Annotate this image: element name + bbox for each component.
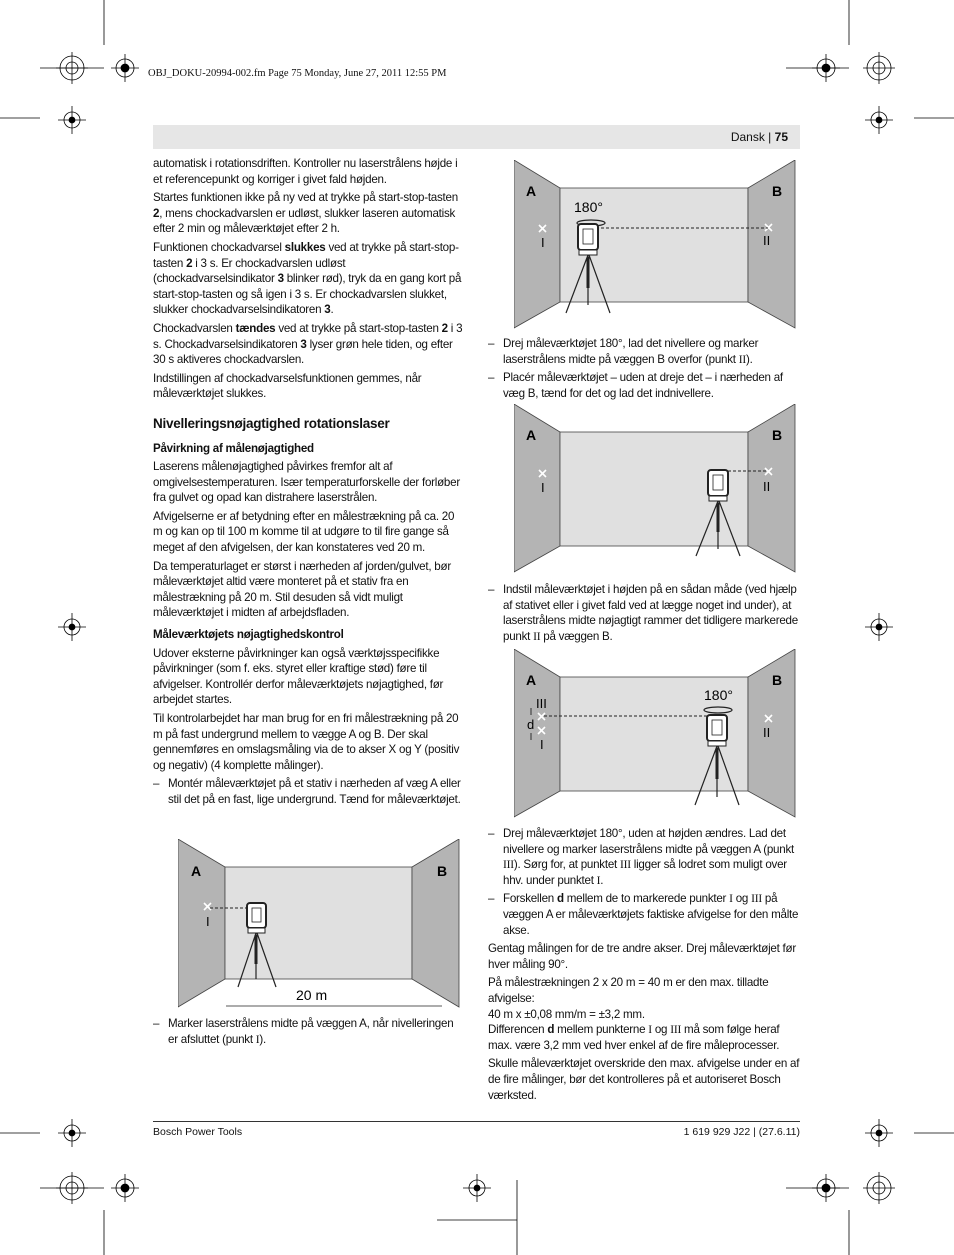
section-heading: Nivelleringsnøjagtighed rotationslaser — [153, 415, 390, 431]
list-item: – Drej måleværktøjet 180°, uden at højden ændres. Lad det nivellere og marker laserstrålens midte på væggen A (punkt III). Sørg for, at punktet III ligger så lodret som muligt over hhv. under punktet I. — [488, 827, 794, 887]
point-ii-label: II — [763, 479, 771, 494]
right-text-1 — [488, 336, 800, 404]
point-i-label: I — [541, 480, 545, 495]
paragraph: automatisk i rotationsdriften. Kontroller nu laserstrålens højde i et referencepunkt og korriger i givet fald højden. — [153, 157, 458, 186]
list-item: – Indstil måleværktøjet i højden på en sådan måde (ved hjælp af stativet eller i givet fald ved at lægge noget ind under), at laserstrålens midte nøjagtigt rammer det tidligere markerede punkt II på væggen B. — [488, 583, 798, 643]
point-i-label: I — [540, 737, 544, 752]
figure-3 — [514, 404, 798, 576]
list-item: – Placér måleværktøjet – uden at dreje det – i nærheden af væg B, tænd for det og lad det indnivellere. — [488, 371, 783, 400]
header-label — [731, 130, 788, 144]
paragraph: 40 m x ±0,08 mm/m = ±3,2 mm. — [488, 1007, 645, 1021]
right-text-3 — [488, 826, 800, 1106]
figure-1-caption — [153, 1016, 465, 1050]
header-separator: | — [764, 130, 775, 144]
wall-b-label: B — [772, 183, 783, 199]
rotation-label: 180° — [574, 199, 603, 215]
subsection-heading: Måleværktøjets nøjagtighedskontrol — [153, 628, 344, 642]
page-number: 75 — [774, 130, 788, 144]
paragraph: Indstillingen af chockadvarselsfunktionen gemmes, når måleværktøjet slukkes. — [153, 371, 422, 401]
paragraph: Chockadvarslen tændes ved at trykke på start-stop-tasten 2 i 3 s. Chockadvarselsindikatoren 3 lyser grøn hele tiden, og efter 30 s aktiveres chockadvarslen. — [153, 321, 463, 367]
point-ii-label: II — [763, 233, 771, 248]
wall-a-label: A — [191, 863, 202, 879]
page-header — [153, 125, 800, 149]
list-item: – Drej måleværktøjet 180°, lad det nivellere og marker laserstrålens midte på væggen B overfor (punkt II). — [488, 337, 759, 366]
wall-b-label: B — [772, 672, 783, 688]
figure-4 — [514, 649, 798, 821]
wall-a-label: A — [526, 427, 537, 443]
rotation-label: 180° — [704, 687, 733, 703]
footer-docnumber: 1 619 929 J22 | (27.6.11) — [683, 1126, 800, 1138]
point-i-label: I — [541, 235, 545, 250]
wall-b-label: B — [772, 427, 783, 443]
left-column — [153, 156, 465, 811]
paragraph: Skulle måleværktøjet overskride den max. afvigelse under en af de fire målinger, bør det kontrolleres på et autoriseret Bosch værksted. — [488, 1057, 800, 1102]
point-ii-label: II — [763, 725, 771, 740]
point-i-label: I — [206, 914, 210, 929]
wall-a-label: A — [526, 672, 537, 688]
paragraph: Til kontrolarbejdet har man brug for en fri målestrækning på 20 m på fast undergrund mellem to vægge A og B. Der skal gennemføres en omslagsmåling via de to akser X og Y (positiv og negativ) (4 komplette målinger). — [153, 712, 460, 772]
wall-a-label: A — [526, 183, 537, 199]
paragraph: Laserens målenøjagtighed påvirkes fremfor alt af omgivelsestemperaturen. Især temperaturforskelle der forløber fra gulvet og opad kan distrahere laserstrålen. — [153, 460, 460, 505]
file-slug: OBJ_DOKU-20994-002.fm Page 75 Monday, June 27, 2011 12:55 PM — [148, 68, 447, 79]
list-item: – Marker laserstrålens midte på væggen A, når nivelleringen er afsluttet (punkt I). — [153, 1017, 454, 1046]
figure-2 — [514, 160, 798, 332]
distance-label: 20 m — [296, 987, 328, 1003]
header-language: Dansk — [730, 130, 765, 144]
paragraph: Udover eksterne påvirkninger kan også værktøjsspecifikke påvirkninger (som f. eks. styret eller kraftige stød) føre til afvigelser. Kontrollér derfor måleværktøjets nøjagtighed, før arbejdet startes. — [153, 646, 444, 707]
footer-publisher: Bosch Power Tools — [153, 1126, 243, 1138]
paragraph: Da temperaturlaget er størst i nærheden af jorden/gulvet, bør måleværktøjet altid være monteret på et stativ fra en målestrækning på 20 m. Stil desuden så vidt muligt måleværktøjet i midten af arbejdsfladen. — [153, 559, 451, 620]
list-item: – Forskellen d mellem de to markerede punkter I og III på væggen A er måleværktøjets faktiske afvigelse for den målte akse. — [488, 892, 799, 937]
figure-1 — [178, 839, 462, 1011]
paragraph: Afvigelserne er af betydning efter en målestrækning på ca. 20 m og kan op til 100 m komme til at udgøre to til fire gange så meget af den afvigelsen, der kan konstateres ved 20 m. — [153, 509, 455, 555]
wall-b-label: B — [437, 863, 448, 879]
subsection-heading: Påvirkning af målenøjagtighed — [153, 441, 314, 455]
paragraph: Differencen d mellem punkterne I og III må som følge heraf max. være 3,2 mm ved hver enkel af de fire måleprocesser. — [488, 1023, 780, 1052]
paragraph: Startes funktionen ikke på ny ved at trykke på start-stop-tasten 2, mens chockadvarslen er udløst, slukker laseren automatisk efter 2 min og måleværktøjet efter 2 h. — [153, 191, 458, 236]
paragraph: Gentag målingen for de tre andre akser. Drej måleværktøjet før hver måling 90°. — [488, 942, 796, 971]
paragraph: På målestrækningen 2 x 20 m = 40 m er den max. tilladte afvigelse: — [488, 976, 769, 1005]
point-iii-label: III — [536, 696, 547, 711]
difference-label: d — [527, 717, 535, 732]
right-text-2 — [488, 582, 800, 647]
paragraph: Funktionen chockadvarsel slukkes ved at trykke på start-stop-tasten 2 i 3 s. Er chockadvarslen udløst (chockadvarselsindikator 3 blinker rød), tryk da en gang kort på start-stop-tasten og så igen i 3 s. Er chockadvarslen slukket, slukker chockadvarselsindikatoren 3. — [153, 240, 462, 317]
list-item: – Montér måleværktøjet på et stativ i nærheden af væg A eller stil det på en fast, lige undergrund. Tænd for måleværktøjet. — [153, 777, 461, 806]
footer-rule — [153, 1121, 800, 1122]
